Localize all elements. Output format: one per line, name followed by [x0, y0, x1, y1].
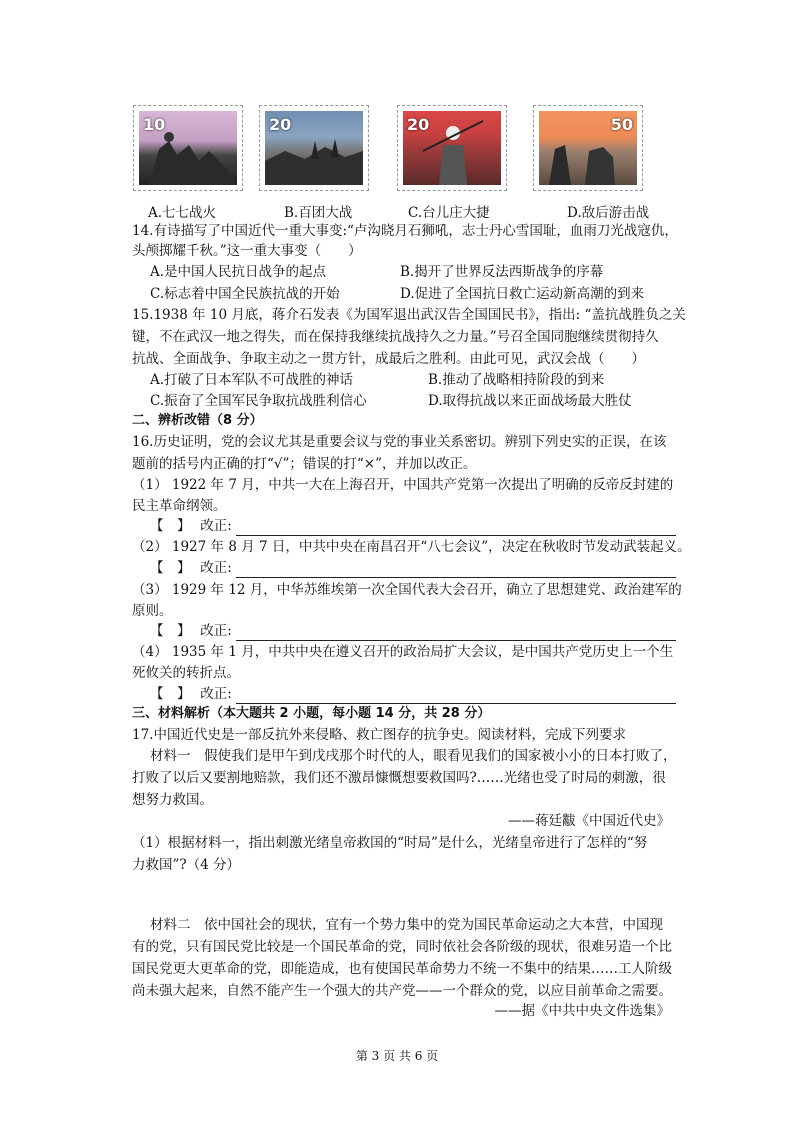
q16-item-3-line-1: （3） 1929 年 12 月，中华苏维埃第一次全国代表大会召开，确立了思想建党、政治建军的	[132, 582, 682, 598]
material-1-source: ——蒋廷黻《中国近代史》	[508, 813, 670, 829]
q14-stem-line-1: 14.有诗描写了中国近代一重大事变:“卢沟晓月石狮吼，志士丹心雪国耻，血雨刀光战寇仇，	[132, 223, 678, 239]
q16-intro-line-1: 16.历史证明，党的会议尤其是重要会议与党的事业关系密切。辨别下列史实的正误，在该	[132, 434, 667, 450]
q15-option-a: A.打破了日本军队不可战胜的神话	[150, 372, 354, 388]
q16-item-3-line-2: 原则。	[132, 603, 173, 619]
q15-stem-line-1: 15.1938 年 10 月底，蒋介石发表《为国军退出武汉告全国国民书》，指出: “盖抗战胜负之关	[132, 307, 686, 323]
material-2-line-3: 国民党更大更革命的党，即能造成，也有使国民革命势力不统一不集中的结果……工人阶级	[132, 961, 672, 977]
q15-option-c: C.振奋了全国军民争取抗战胜利信心	[150, 393, 367, 409]
q16-intro-line-2: 题前的括号内正确的打“√”；错误的打“×”，并加以改正。	[132, 456, 477, 472]
q16-answer-row-2	[150, 558, 676, 578]
section-2-title: 二、辨析改错（8 分）	[132, 413, 263, 428]
fix-input-2[interactable]	[236, 563, 676, 578]
q17-1-line-2: 力救国”?（4 分）	[132, 857, 241, 873]
q14-option-b: B.揭开了世界反法西斯战争的序幕	[400, 264, 604, 280]
fix-label: 改正:	[200, 686, 232, 702]
q14-option-d: D.促进了全国抗日救亡运动新高潮的到来	[400, 286, 645, 302]
q14-stem-line-2: 头颅掷耀千秋。”这一重大事变（ ）	[132, 243, 362, 259]
q13-option-c: C.台儿庄大捷	[408, 205, 490, 221]
stamp-3	[397, 105, 507, 191]
q17-intro: 17.中国近代史是一部反抗外来侵略、救亡图存的抗争史。阅读材料，完成下列要求	[132, 727, 626, 743]
answer-bracket[interactable]: 【 】	[150, 623, 191, 639]
material-2-source: ——据《中共中央文件选集》	[494, 1003, 670, 1019]
material-1-line-2: 打败了以后又要割地赔款，我们还不激昂慷慨想要救国吗?……光绪也受了时局的刺激，很	[132, 770, 666, 786]
q17-1-line-1: （1）根据材料一，指出刺激光绪皇帝救国的“时局”是什么，光绪皇帝进行了怎样的“努	[132, 835, 648, 851]
q16-answer-row-1	[150, 516, 676, 536]
q13-option-b: B.百团大战	[284, 205, 353, 221]
q14-option-a: A.是中国人民抗日战争的起点	[150, 264, 327, 280]
q16-answer-row-4	[150, 684, 676, 704]
q15-option-d: D.取得抗战以来正面战场最大胜仗	[428, 393, 632, 409]
fix-label: 改正:	[200, 623, 232, 639]
stamp-value: 20	[407, 115, 430, 134]
stamp-2	[259, 105, 369, 191]
answer-bracket[interactable]: 【 】	[150, 686, 191, 702]
q13-option-a: A.七七战火	[148, 205, 217, 221]
stamp-4	[533, 105, 643, 191]
answer-bracket[interactable]: 【 】	[150, 518, 191, 534]
section-3-title: 三、材料解析（本大题共 2 小题，每小题 14 分，共 28 分）	[132, 706, 491, 721]
stamp-value: 10	[143, 115, 166, 134]
fix-input-4[interactable]	[236, 689, 676, 704]
q15-option-b: B.推动了战略相持阶段的到来	[428, 372, 605, 388]
q15-stem-line-3: 抗战、全面战争、争取主动之一贯方针，成最后之胜利。由此可见，武汉会战（ ）	[132, 351, 645, 367]
fix-label: 改正:	[200, 518, 232, 534]
material-2-line-1: 材料二 依中国社会的现状，宜有一个势力集中的党为国民革命运动之大本营，中国现	[150, 917, 663, 933]
q16-item-4-line-2: 死攸关的转折点。	[132, 665, 240, 681]
q16-item-4-line-1: （4） 1935 年 1 月，中共中央在遵义召开的政治局扩大会议，是中国共产党历史上一个生	[132, 644, 674, 660]
q14-option-c: C.标志着中国全民族抗战的开始	[150, 286, 340, 302]
answer-bracket[interactable]: 【 】	[150, 560, 191, 576]
q13-option-d: D.敌后游击战	[567, 205, 650, 221]
stamp-value: 20	[269, 115, 292, 134]
stamp-value: 50	[610, 115, 633, 134]
stamp-1	[133, 105, 243, 191]
fix-input-3[interactable]	[236, 626, 676, 641]
material-1-line-1: 材料一 假使我们是甲午到戊戌那个时代的人，眼看见我们的国家被小小的日本打败了，	[150, 748, 677, 764]
q16-item-1-line-1: （1） 1922 年 7 月，中共一大在上海召开，中国共产党第一次提出了明确的反帝反封建的	[132, 477, 674, 493]
q15-stem-line-2: 键，不在武汉一地之得失，而在保持我继续抗战持久之力量。”号召全国同胞继续贯彻持久	[132, 329, 659, 345]
q16-item-2-line-1: （2） 1927 年 8 月 7 日，中共中央在南昌召开“八七会议”，决定在秋收时节发动武装起义。	[132, 539, 691, 555]
material-1-line-3: 想努力救国。	[132, 792, 213, 808]
q16-item-1-line-2: 民主革命纲领。	[132, 498, 227, 514]
q16-answer-row-3	[150, 621, 676, 641]
material-2-line-4: 尚未强大起来，自然不能产生一个强大的共产党——一个群众的党，以应目前革命之需要。	[132, 983, 672, 999]
page-footer: 第 3 页 共 6 页	[355, 1049, 439, 1063]
fix-input-1[interactable]	[236, 521, 676, 536]
material-2-line-2: 有的党，只有国民党比较是一个国民革命的党，同时依社会各阶级的现状，很难另造一个比	[132, 939, 672, 955]
fix-label: 改正:	[200, 560, 232, 576]
